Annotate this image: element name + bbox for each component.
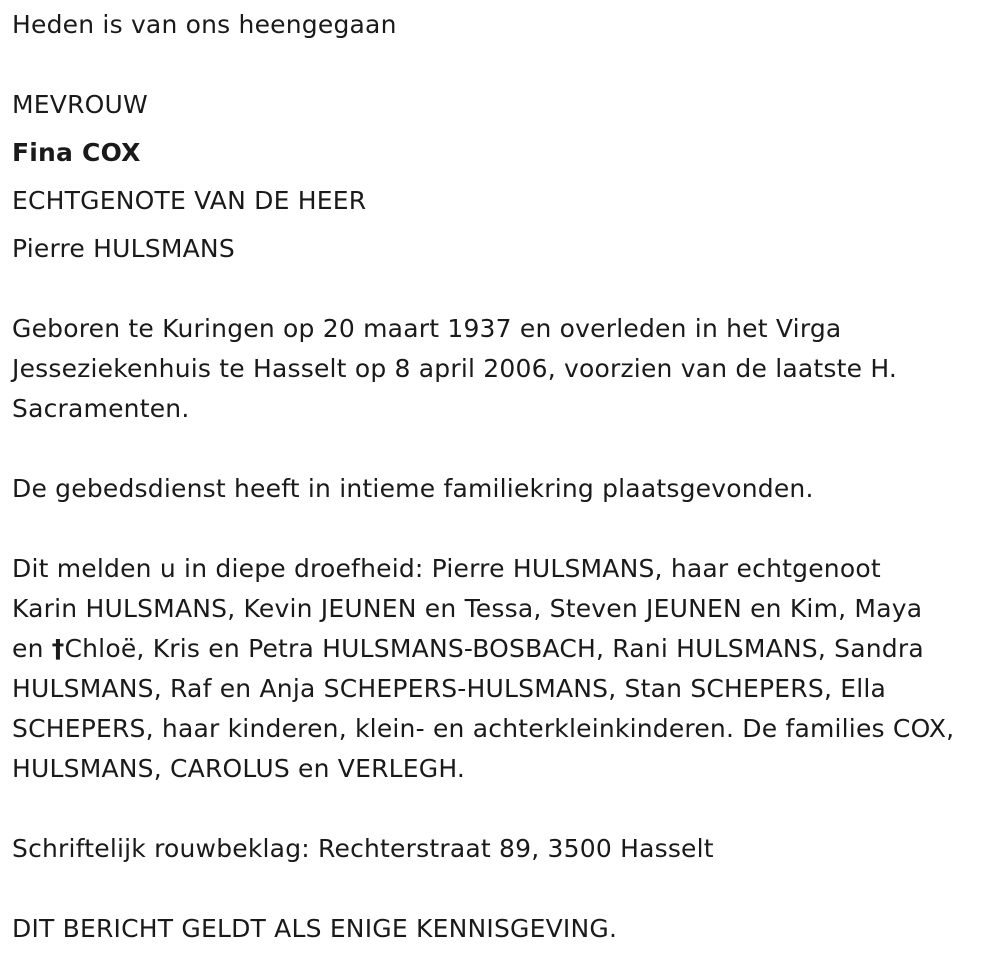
closing-text: DIT BERICHT GELDT ALS ENIGE KENNISGEVING. — [12, 914, 618, 943]
family-paragraph — [12, 549, 988, 789]
family-line-rest: Chloë, Kris en Petra HULSMANS-BOSBACH, Rani HULSMANS, Sandra — [64, 634, 924, 663]
title-text: MEVROUW — [12, 90, 148, 119]
birth-line: Jesseziekenhuis te Hasselt op 8 april 2006, voorzien van de laatste H. — [12, 354, 898, 383]
condolence-address: Schriftelijk rouwbeklag: Rechterstraat 89, 3500 Hasselt — [12, 834, 714, 863]
family-line: HULSMANS, CAROLUS en VERLEGH. — [12, 754, 466, 783]
service-text: De gebedsdienst heeft in intieme familiekring plaatsgevonden. — [12, 474, 814, 503]
family-line: SCHEPERS, haar kinderen, klein- en achterkleinkinderen. De families COX, — [12, 714, 955, 743]
deceased-name: Fina COX — [12, 138, 141, 167]
family-line: Dit melden u in diepe droefheid: Pierre HULSMANS, haar echtgenoot — [12, 554, 881, 583]
cross-icon: † — [51, 634, 65, 663]
family-line: Karin HULSMANS, Kevin JEUNEN en Tessa, Steven JEUNEN en Kim, Maya — [12, 594, 923, 623]
relation-text: ECHTGENOTE VAN DE HEER — [12, 186, 367, 215]
family-line-start: en — [12, 634, 52, 663]
intro-text: Heden is van ons heengegaan — [12, 10, 397, 39]
birth-paragraph — [12, 309, 988, 429]
family-line: HULSMANS, Raf en Anja SCHEPERS-HULSMANS, Stan SCHEPERS, Ella — [12, 674, 887, 703]
birth-line: Sacramenten. — [12, 394, 190, 423]
birth-line: Geboren te Kuringen op 20 maart 1937 en overleden in het Virga — [12, 314, 842, 343]
family-line — [12, 629, 988, 669]
spouse-name: Pierre HULSMANS — [12, 234, 235, 263]
